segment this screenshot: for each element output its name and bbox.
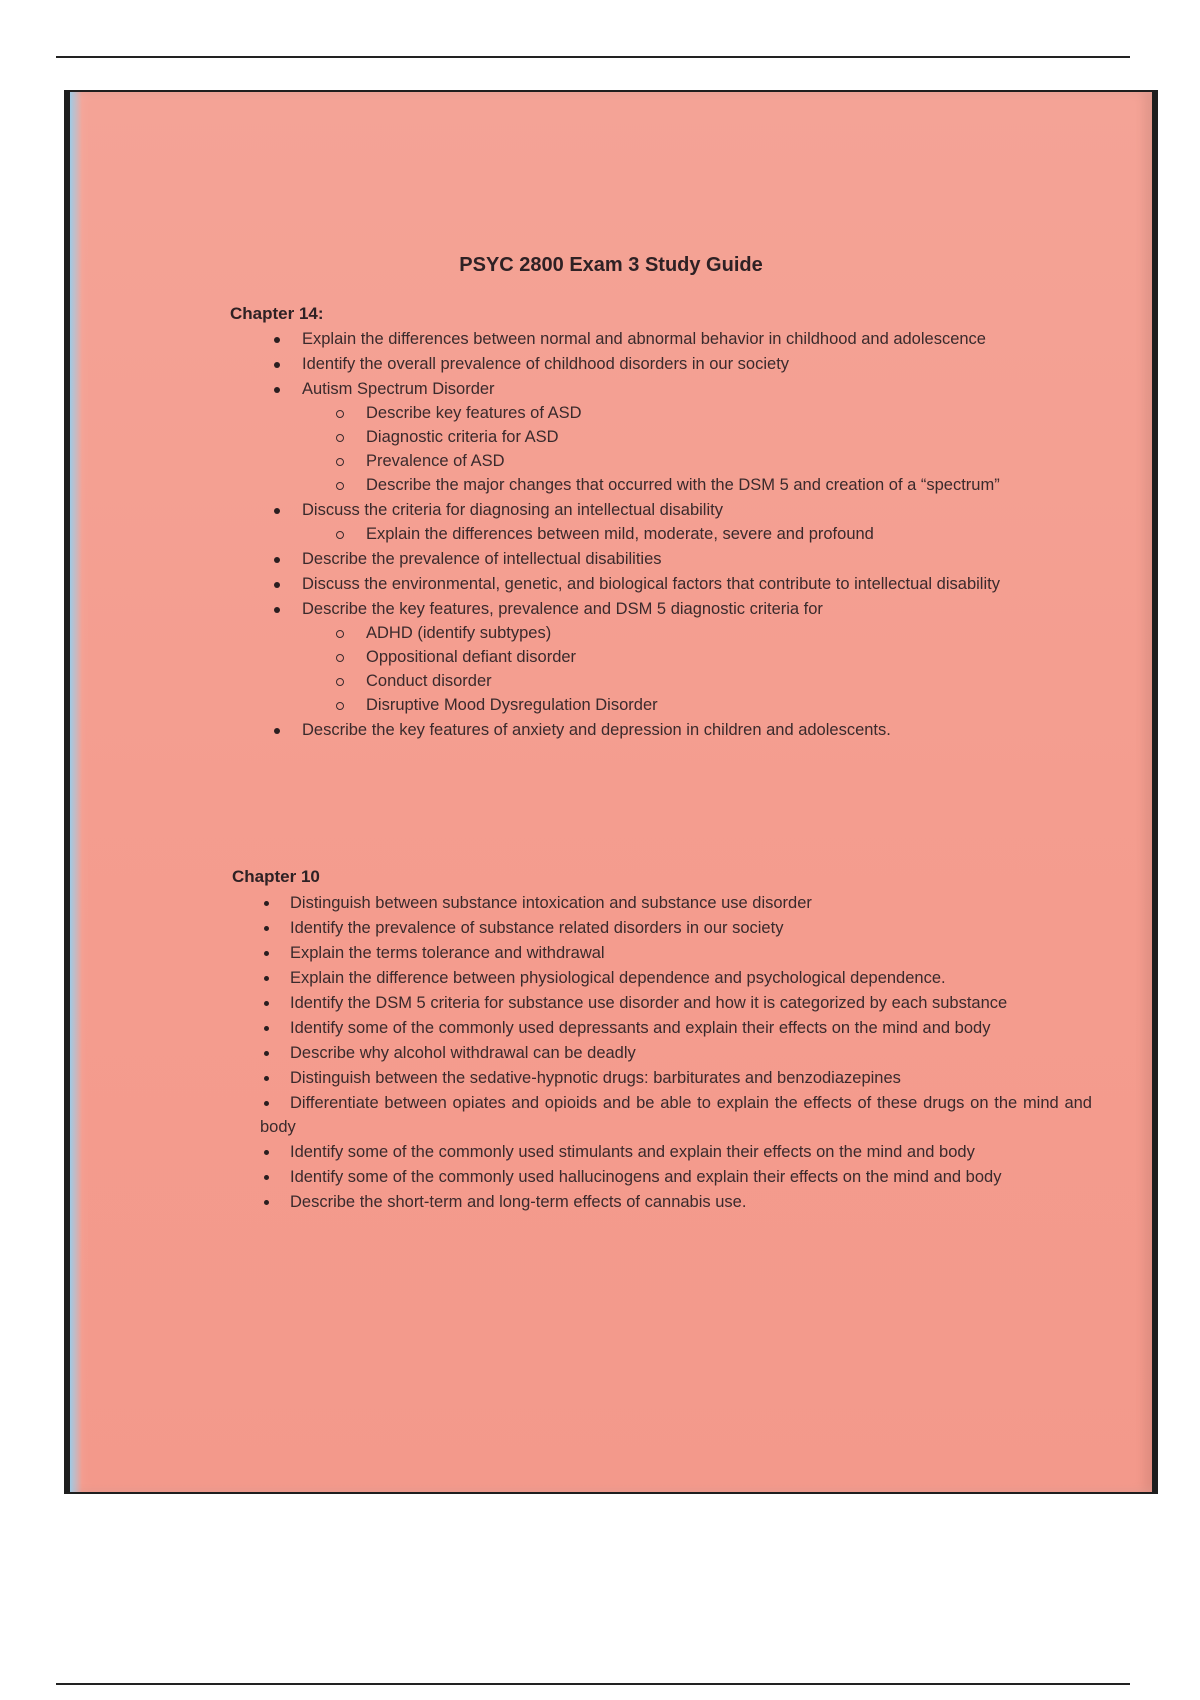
list-item: Describe the key features, prevalence and DSM 5 diagnostic criteria for ADHD (identify subtypes) Oppositional defiant disorder Conduct disorder Disruptive Mood Dysregulation Disorder <box>272 598 1050 717</box>
bottom-rule <box>56 1683 1130 1685</box>
list-item: Identify some of the commonly used depressants and explain their effects on the mind and body <box>260 1016 1092 1040</box>
list-item: Describe the key features of anxiety and depression in children and adolescents. <box>272 719 1050 742</box>
sub-list <box>302 621 1050 717</box>
sub-list-item: Explain the differences between mild, moderate, severe and profound <box>334 522 1050 546</box>
sub-list-item: Diagnostic criteria for ASD <box>334 425 1050 449</box>
list-item: Identify the overall prevalence of childhood disorders in our society <box>272 353 1050 376</box>
sub-list <box>302 401 1050 497</box>
chapter-14-heading: Chapter 14: <box>230 304 324 323</box>
list-item: Describe why alcohol withdrawal can be deadly <box>260 1041 1092 1065</box>
list-item: Describe the prevalence of intellectual disabilities <box>272 548 1050 571</box>
study-guide-document <box>70 92 1152 1492</box>
chapter-10-section <box>232 867 1092 1215</box>
chapter-14-list <box>230 328 1050 742</box>
top-rule <box>56 56 1130 58</box>
list-item: Autism Spectrum Disorder Describe key features of ASD Diagnostic criteria for ASD Prevalence of ASD Describe the major changes that occurred with the DSM 5 and creation of a “spectrum” <box>272 378 1050 497</box>
sub-list-item: Disruptive Mood Dysregulation Disorder <box>334 693 1050 717</box>
document-title: PSYC 2800 Exam 3 Study Guide <box>459 254 763 276</box>
chapter-10-heading: Chapter 10 <box>232 867 320 886</box>
list-item: Identify the prevalence of substance related disorders in our society <box>260 916 1092 940</box>
sub-list-item: Oppositional defiant disorder <box>334 645 1050 669</box>
list-item: Explain the difference between physiological dependence and psychological dependence. <box>260 966 1092 990</box>
list-item: Identify some of the commonly used hallucinogens and explain their effects on the mind and body <box>260 1165 1092 1189</box>
list-item: Explain the terms tolerance and withdrawal <box>260 941 1092 965</box>
sub-list <box>302 522 1050 546</box>
list-item: Distinguish between the sedative-hypnotic drugs: barbiturates and benzodiazepines <box>260 1066 1092 1090</box>
sub-list-item: Describe key features of ASD <box>334 401 1050 425</box>
study-guide-paper <box>70 92 1152 1492</box>
scanned-photo <box>64 90 1158 1494</box>
chapter-10-list <box>232 891 1092 1214</box>
list-item: Differentiate between opiates and opioids and be able to explain the effects of these drugs on the mind and body <box>260 1091 1092 1139</box>
list-item: Identify the DSM 5 criteria for substance use disorder and how it is categorized by each substance <box>260 991 1092 1015</box>
sub-list-item: ADHD (identify subtypes) <box>334 621 1050 645</box>
list-item: Describe the short-term and long-term effects of cannabis use. <box>260 1190 1092 1214</box>
list-item: Explain the differences between normal and abnormal behavior in childhood and adolescence <box>272 328 1050 351</box>
list-item: Discuss the criteria for diagnosing an intellectual disability Explain the differences between mild, moderate, severe and profound <box>272 499 1050 546</box>
sub-list-item: Describe the major changes that occurred with the DSM 5 and creation of a “spectrum” <box>334 473 1050 497</box>
list-item: Discuss the environmental, genetic, and biological factors that contribute to intellectual disability <box>272 573 1050 596</box>
list-item: Distinguish between substance intoxication and substance use disorder <box>260 891 1092 915</box>
sub-list-item: Conduct disorder <box>334 669 1050 693</box>
list-item: Identify some of the commonly used stimulants and explain their effects on the mind and body <box>260 1140 1092 1164</box>
chapter-14-section <box>230 304 1050 744</box>
sub-list-item: Prevalence of ASD <box>334 449 1050 473</box>
